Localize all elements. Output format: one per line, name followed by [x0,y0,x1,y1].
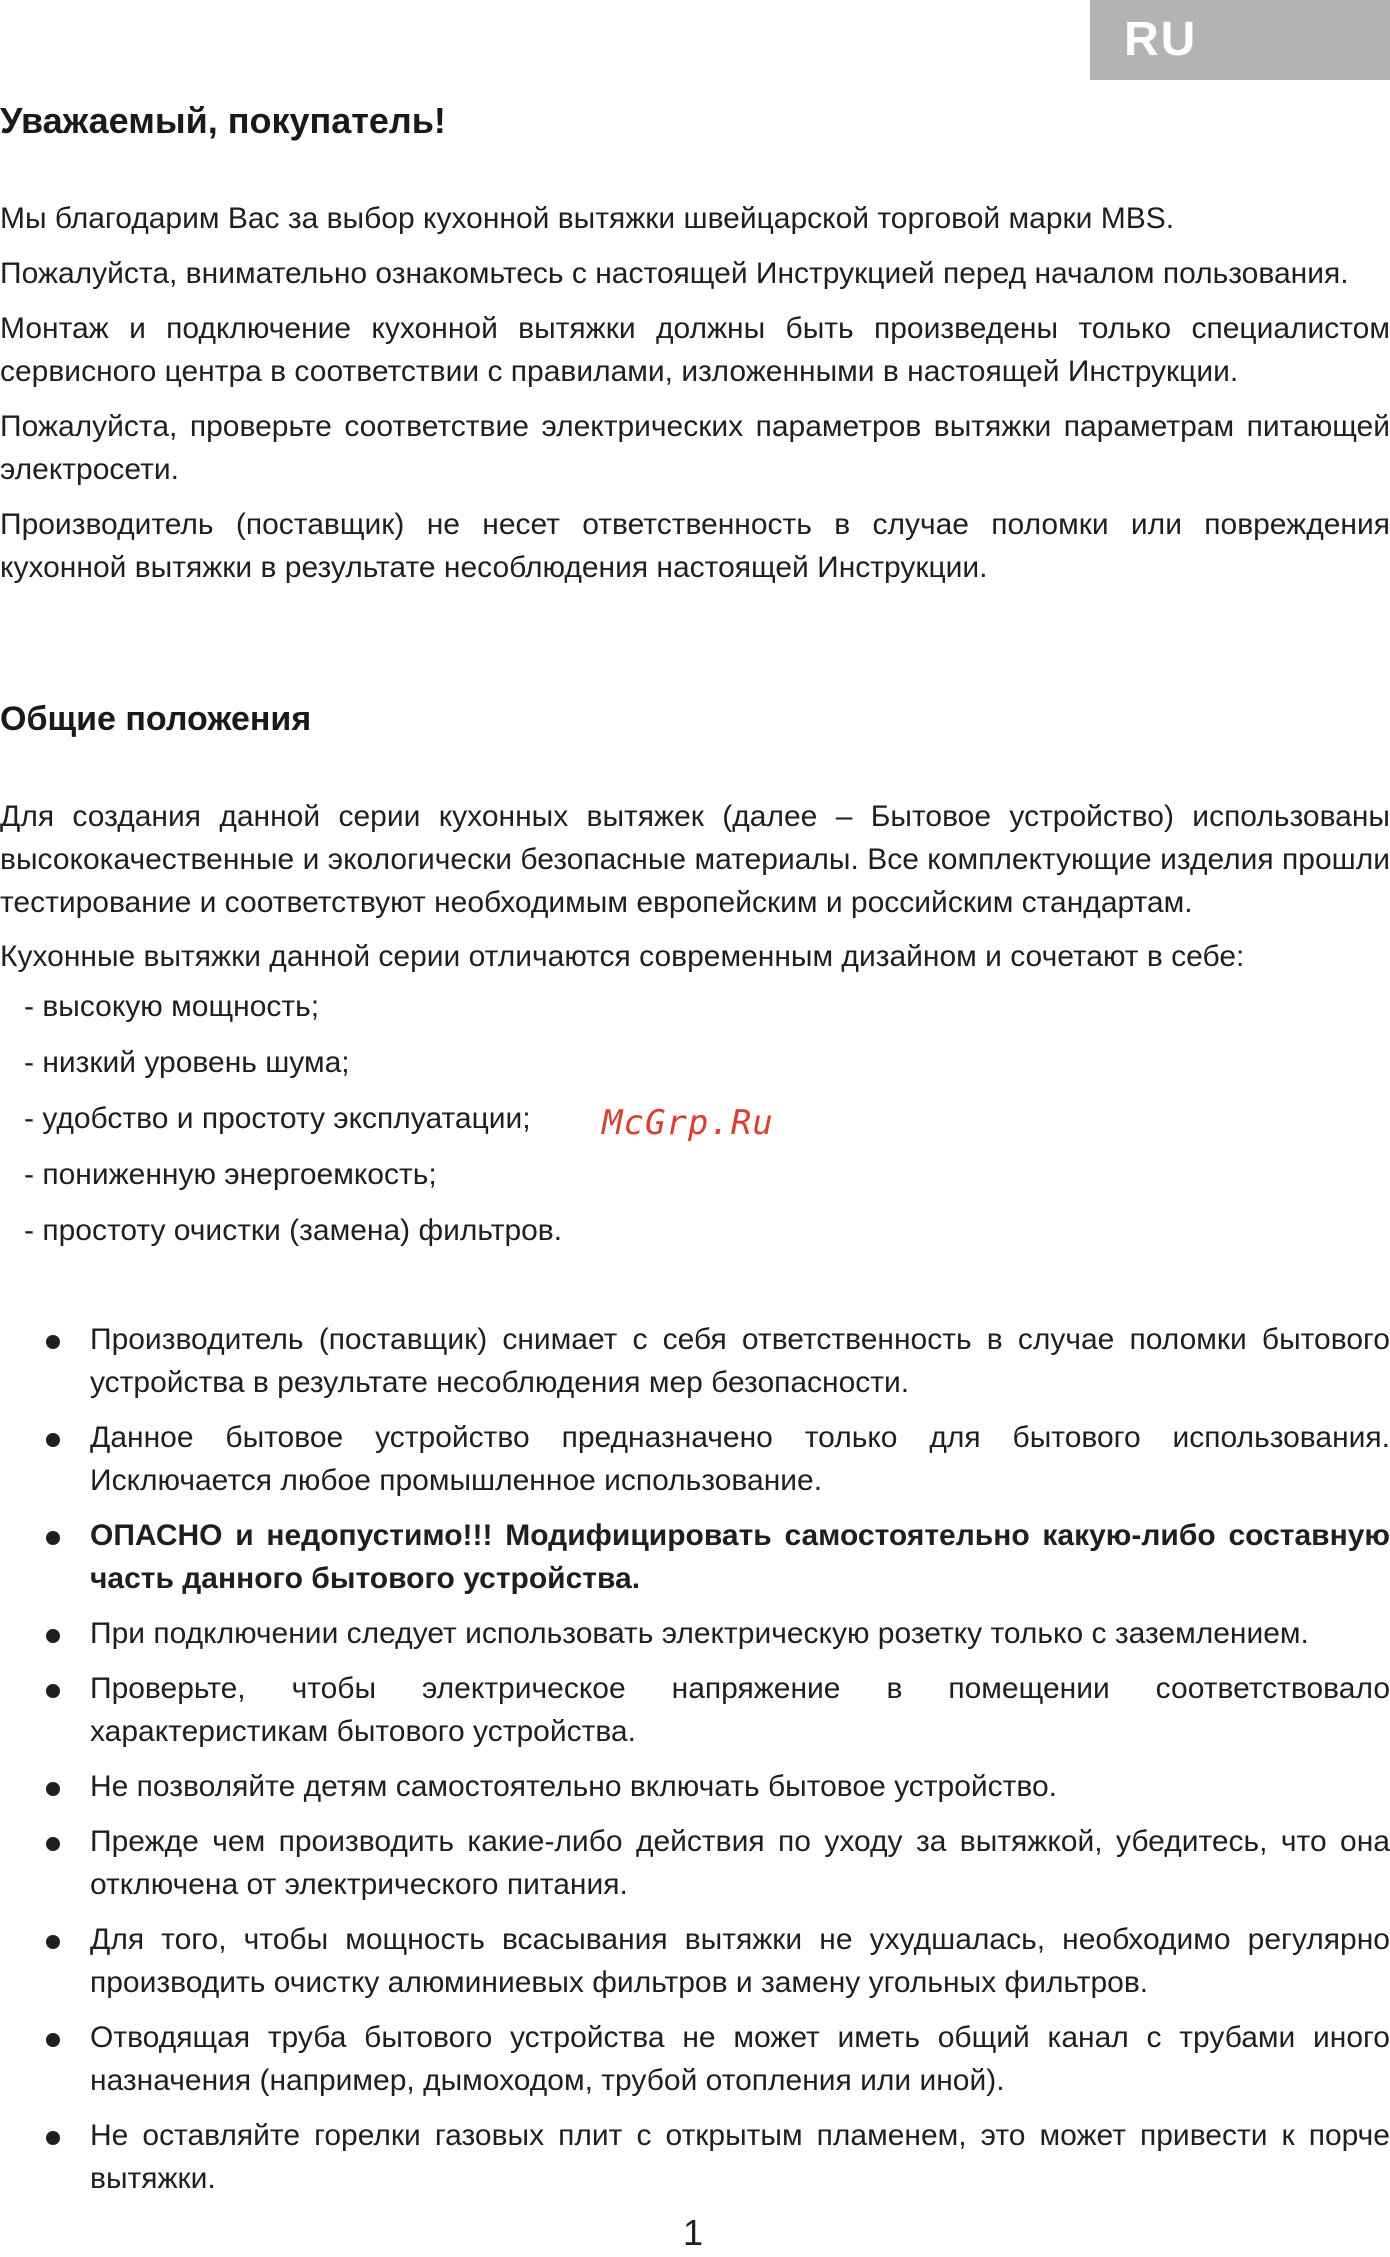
list-item: - пониженную энергоемкость; [24,1158,437,1191]
safety-bullet-list [0,1318,1390,2212]
page-number: 1 [683,2212,704,2253]
bullet-icon [46,1335,60,1349]
intro-paragraph-3: Монтаж и подключение кухонной вытяжки должны быть произведены только специалистом сервисного центра в соответствии с правилами, изложенными в настоящей Инструкции. [0,312,1390,388]
bullet-text-warning: ОПАСНО и недопустимо!!! Модифицировать самостоятельно какую-либо составную часть данного бытового устройства. [90,1519,1390,1595]
list-item: - простоту очистки (замена) фильтров. [24,1214,563,1247]
list-item [0,1820,1390,1906]
intro-paragraph-1: Мы благодарим Вас за выбор кухонной вытяжки швейцарской торговой марки MBS. [0,202,1175,235]
section-paragraph-2: Кухонные вытяжки данной серии отличаются современным дизайном и сочетают в себе: [0,940,1245,973]
bullet-icon [46,1629,60,1643]
list-item [0,1918,1390,2004]
bullet-text: При подключении следует использовать электрическую розетку только с заземлением. [90,1617,1309,1650]
section-paragraph-1: Для создания данной серии кухонных вытяжек (далее – Бытовое устройство) использованы высококачественные и экологически безопасные материалы. Все комплектующие изделия прошли тестирование и соответствуют необходимым европейским и российским стандартам. [0,800,1390,919]
list-item [0,1318,1390,1404]
feature-list [24,985,562,1265]
intro-paragraph-4: Пожалуйста, проверьте соответствие электрических параметров вытяжки параметрам питающей электросети. [0,410,1390,486]
bullet-icon [46,1433,60,1447]
bullet-text: Производитель (поставщик) снимает с себя ответственность в случае поломки бытового устройства в результате несоблюдения мер безопасности. [90,1323,1390,1399]
bullet-text: Не позволяйте детям самостоятельно включать бытовое устройство. [90,1770,1058,1803]
section-title: Общие положения [0,700,312,738]
language-tab: RU [1090,0,1390,80]
bullet-text: Прежде чем производить какие-либо действия по уходу за вытяжкой, убедитесь, что она отключена от электрического питания. [90,1825,1390,1901]
bullet-icon [46,2131,60,2145]
intro-paragraph-2: Пожалуйста, внимательно ознакомьтесь с настоящей Инструкцией перед началом пользования. [0,257,1349,290]
list-item [0,1612,1390,1655]
bullet-icon [46,1837,60,1851]
bullet-text: Проверьте, чтобы электрическое напряжение в помещении соответствовало характеристикам бытового устройства. [90,1672,1390,1748]
bullet-icon [46,1684,60,1698]
bullet-text: Для того, чтобы мощность всасывания вытяжки не ухудшалась, необходимо регулярно производить очистку алюминиевых фильтров и замену угольных фильтров. [90,1923,1390,1999]
list-item [0,2016,1390,2102]
watermark-text: McGrp.Ru [602,1103,774,1143]
bullet-icon [46,1782,60,1796]
page-title: Уважаемый, покупатель! [0,100,446,141]
bullet-text: Отводящая труба бытового устройства не может иметь общий канал с трубами иного назначения (например, дымоходом, трубой отопления или иной). [90,2021,1390,2097]
list-item: - удобство и простоту эксплуатации; [24,1102,531,1135]
bullet-text: Данное бытовое устройство предназначено только для бытового использования. Исключается любое промышленное использование. [90,1421,1390,1497]
list-item [0,1667,1390,1753]
list-item: - низкий уровень шума; [24,1046,350,1079]
bullet-icon [46,1935,60,1949]
list-item: - высокую мощность; [24,990,320,1023]
bullet-icon [46,2033,60,2047]
list-item [0,2114,1390,2200]
list-item [0,1416,1390,1502]
intro-paragraph-5: Производитель (поставщик) не несет ответственность в случае поломки или повреждения кухонной вытяжки в результате несоблюдения настоящей Инструкции. [0,508,1390,584]
list-item [0,1514,1390,1600]
bullet-text: Не оставляйте горелки газовых плит с открытым пламенем, это может привести к порче вытяжки. [90,2119,1390,2195]
list-item [0,1765,1390,1808]
bullet-icon [46,1531,60,1545]
